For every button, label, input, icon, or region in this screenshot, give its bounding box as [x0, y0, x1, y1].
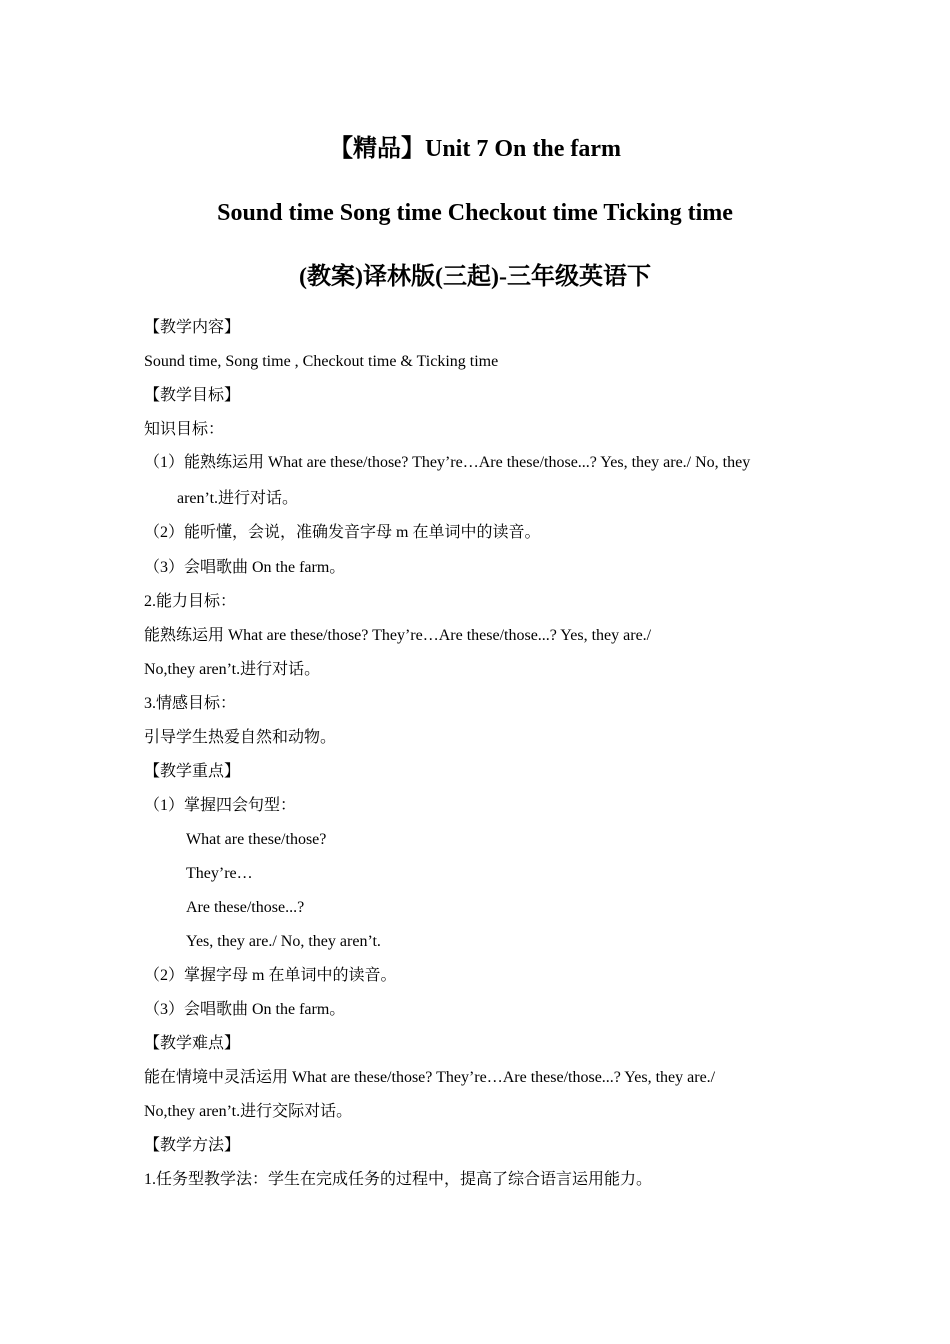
section-heading-objectives: 【教学目标】: [144, 387, 241, 404]
paragraph-line: 能在情境中灵活运用 What are these/those? They’re…Are these/those...? Yes, they are./: [144, 1069, 716, 1086]
sentence-pattern: What are these/those?: [186, 831, 327, 848]
section-heading-methods: 【教学方法】: [144, 1137, 241, 1154]
paragraph-line: No,they aren’t.进行交际对话。: [144, 1103, 353, 1120]
section-heading-content: 【教学内容】: [144, 319, 241, 336]
document-title: 【精品】Unit 7 On the farm: [329, 136, 621, 162]
paragraph-line: 知识目标：: [144, 421, 225, 438]
sentence-pattern: Are these/those...?: [186, 899, 305, 916]
list-item-continuation: aren’t.进行对话。: [177, 490, 299, 507]
list-item: （3）会唱歌曲 On the farm。: [144, 559, 346, 576]
sentence-pattern: They’re…: [186, 865, 253, 882]
paragraph-line: 3.情感目标：: [144, 695, 237, 712]
list-item: （1）能熟练运用 What are these/those? They’re…Are these/those...? Yes, they are./ No, they: [144, 454, 751, 471]
section-heading-key-points: 【教学重点】: [144, 763, 241, 780]
paragraph-line: No,they aren’t.进行对话。: [144, 661, 321, 678]
list-item: （2）能听懂，会说，准确发音字母 m 在单词中的读音。: [144, 524, 541, 541]
paragraph-line: 能熟练运用 What are these/those? They’re…Are these/those...? Yes, they are./: [144, 627, 652, 644]
paragraph-line: 引导学生热爱自然和动物。: [144, 729, 337, 746]
section-heading-difficulties: 【教学难点】: [144, 1035, 241, 1052]
paragraph-line: 2.能力目标：: [144, 593, 237, 610]
list-item: （3）会唱歌曲 On the farm。: [144, 1001, 346, 1018]
list-item: （1）掌握四会句型：: [144, 797, 297, 814]
paragraph-line: 1.任务型教学法：学生在完成任务的过程中，提高了综合语言运用能力。: [144, 1171, 653, 1188]
paragraph-line: Sound time, Song time , Checkout time & Ticking time: [144, 353, 499, 370]
document-subtitle: Sound time Song time Checkout time Ticking time: [217, 200, 733, 226]
list-item: （2）掌握字母 m 在单词中的读音。: [144, 967, 397, 984]
sentence-pattern: Yes, they are./ No, they aren’t.: [186, 933, 381, 950]
document-edition-title: (教案)译林版(三起)-三年级英语下: [299, 264, 651, 290]
